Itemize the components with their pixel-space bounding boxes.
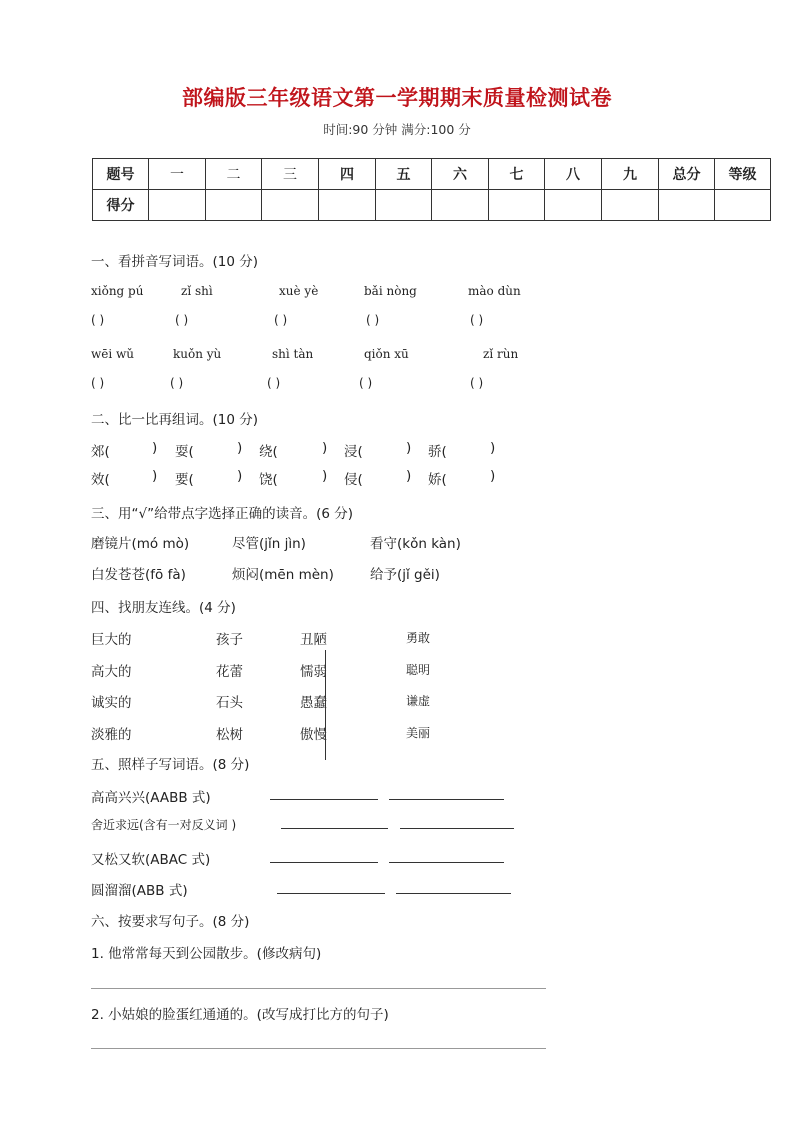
reading-choice[interactable]: 白发苍苍(fō fà) xyxy=(91,567,186,583)
close-paren: ) xyxy=(322,468,328,484)
score-header-cell: 五 xyxy=(376,159,432,190)
compare-char: 娇( xyxy=(428,472,447,488)
section-6-heading: 六、按要求写句子。(8 分) xyxy=(91,914,250,930)
answer-line[interactable] xyxy=(389,862,504,863)
close-paren: ) xyxy=(237,440,243,456)
section-4-heading: 四、找朋友连线。(4 分) xyxy=(91,600,236,616)
score-input-cell[interactable] xyxy=(319,190,376,221)
score-header-cell: 四 xyxy=(319,159,376,190)
pinyin-item: xiǒng pú xyxy=(91,284,144,298)
pinyin-item: wēi wǔ xyxy=(91,347,135,361)
reading-choice[interactable]: 看守(kǒn kàn) xyxy=(370,536,461,552)
compare-char: 效( xyxy=(91,472,110,488)
answer-line[interactable] xyxy=(396,893,511,894)
pinyin-item: kuǒn yù xyxy=(173,347,222,361)
compare-char: 绕( xyxy=(259,444,278,460)
match-word[interactable]: 淡雅的 xyxy=(91,727,132,743)
answer-blank[interactable]: ( ) xyxy=(175,313,189,327)
answer-line[interactable] xyxy=(277,893,385,894)
score-header-cell: 题号 xyxy=(93,159,149,190)
match-word[interactable]: 聪明 xyxy=(406,663,431,677)
compare-char: 浸( xyxy=(344,444,363,460)
section-3-heading: 三、用“√”给带点字选择正确的读音。(6 分) xyxy=(91,506,354,522)
score-table-header-row xyxy=(93,159,771,190)
example-word: 圆溜溜(ABB 式) xyxy=(91,883,188,899)
answer-blank[interactable]: ( ) xyxy=(359,376,373,390)
score-header-cell: 二 xyxy=(206,159,262,190)
score-row-label: 得分 xyxy=(93,190,149,221)
compare-char: 耍( xyxy=(175,444,194,460)
match-word[interactable]: 孩子 xyxy=(216,632,243,648)
score-input-cell[interactable] xyxy=(206,190,262,221)
score-header-cell: 一 xyxy=(149,159,206,190)
match-word[interactable]: 花蕾 xyxy=(216,664,243,680)
question-1: 1. 他常常每天到公园散步。(修改病句) xyxy=(91,946,322,962)
pinyin-item: shì tàn xyxy=(272,347,314,361)
answer-line[interactable] xyxy=(281,828,388,829)
pinyin-item: zǐ rùn xyxy=(483,347,519,361)
compare-char: 郊( xyxy=(91,444,110,460)
compare-char: 侵( xyxy=(344,472,363,488)
answer-blank[interactable]: ( ) xyxy=(170,376,184,390)
close-paren: ) xyxy=(406,468,412,484)
example-word: 高高兴兴(AABB 式) xyxy=(91,790,211,806)
pinyin-item: qiǒn xū xyxy=(364,347,409,361)
answer-blank[interactable]: ( ) xyxy=(470,313,484,327)
score-header-cell: 等级 xyxy=(715,159,771,190)
reading-choice[interactable]: 烦闷(mēn mèn) xyxy=(232,567,334,583)
compare-char: 骄( xyxy=(428,444,447,460)
score-header-cell: 总分 xyxy=(659,159,715,190)
match-word[interactable]: 愚蠢 xyxy=(300,695,327,711)
close-paren: ) xyxy=(152,440,158,456)
exam-info: 时间:90 分钟 满分:100 分 xyxy=(323,122,471,137)
score-input-cell[interactable] xyxy=(545,190,602,221)
match-word[interactable]: 高大的 xyxy=(91,664,132,680)
close-paren: ) xyxy=(406,440,412,456)
close-paren: ) xyxy=(237,468,243,484)
answer-line[interactable] xyxy=(389,799,504,800)
match-word[interactable]: 谦虚 xyxy=(406,694,431,708)
pinyin-item: zǐ shì xyxy=(181,284,213,298)
compare-char: 要( xyxy=(175,472,194,488)
question-2: 2. 小姑娘的脸蛋红通通的。(改写成打比方的句子) xyxy=(91,1007,389,1023)
close-paren: ) xyxy=(322,440,328,456)
answer-line[interactable] xyxy=(270,799,378,800)
answer-blank[interactable]: ( ) xyxy=(91,376,105,390)
score-input-cell[interactable] xyxy=(715,190,771,221)
score-input-cell[interactable] xyxy=(602,190,659,221)
answer-blank[interactable]: ( ) xyxy=(366,313,380,327)
pinyin-item: xuè yè xyxy=(279,284,319,298)
match-word[interactable]: 勇敢 xyxy=(406,631,431,645)
pinyin-item: bǎi nòng xyxy=(364,284,417,298)
score-table-score-row xyxy=(93,190,771,221)
score-header-cell: 三 xyxy=(262,159,319,190)
match-divider-line xyxy=(325,650,326,760)
answer-line[interactable] xyxy=(91,988,546,989)
match-word[interactable]: 松树 xyxy=(216,727,243,743)
reading-choice[interactable]: 尽管(jǐn jìn) xyxy=(232,536,306,552)
answer-line[interactable] xyxy=(400,828,514,829)
close-paren: ) xyxy=(490,440,496,456)
page-title: 部编版三年级语文第一学期期末质量检测试卷 xyxy=(182,85,612,110)
close-paren: ) xyxy=(490,468,496,484)
score-header-cell: 八 xyxy=(545,159,602,190)
example-word: 舍近求远(含有一对反义词 ) xyxy=(91,818,237,832)
answer-line[interactable] xyxy=(270,862,378,863)
match-word[interactable]: 懦弱 xyxy=(300,664,327,680)
reading-choice[interactable]: 给予(jǐ gěi) xyxy=(370,567,440,583)
match-word[interactable]: 诚实的 xyxy=(91,695,132,711)
score-header-cell: 六 xyxy=(432,159,489,190)
section-5-heading: 五、照样子写词语。(8 分) xyxy=(91,757,250,773)
pinyin-item: mào dùn xyxy=(468,284,521,298)
match-word[interactable]: 巨大的 xyxy=(91,632,132,648)
section-2-heading: 二、比一比再组词。(10 分) xyxy=(91,412,259,428)
score-input-cell[interactable] xyxy=(432,190,489,221)
section-1-heading: 一、看拼音写词语。(10 分) xyxy=(91,254,259,270)
score-input-cell[interactable] xyxy=(149,190,206,221)
answer-blank[interactable]: ( ) xyxy=(470,376,484,390)
score-header-cell: 九 xyxy=(602,159,659,190)
score-input-cell[interactable] xyxy=(376,190,432,221)
match-word[interactable]: 丑陋 xyxy=(300,632,327,648)
match-word[interactable]: 美丽 xyxy=(406,726,431,740)
answer-blank[interactable]: ( ) xyxy=(91,313,105,327)
compare-char: 饶( xyxy=(259,472,278,488)
score-input-cell[interactable] xyxy=(262,190,319,221)
match-word[interactable]: 石头 xyxy=(216,695,243,711)
close-paren: ) xyxy=(152,468,158,484)
score-input-cell[interactable] xyxy=(489,190,545,221)
reading-choice[interactable]: 磨镜片(mó mò) xyxy=(91,536,190,552)
score-header-cell: 七 xyxy=(489,159,545,190)
score-table xyxy=(92,158,771,221)
score-input-cell[interactable] xyxy=(659,190,715,221)
example-word: 又松又软(ABAC 式) xyxy=(91,852,211,868)
answer-line[interactable] xyxy=(91,1048,546,1049)
match-word[interactable]: 傲慢 xyxy=(300,727,327,743)
answer-blank[interactable]: ( ) xyxy=(274,313,288,327)
answer-blank[interactable]: ( ) xyxy=(267,376,281,390)
